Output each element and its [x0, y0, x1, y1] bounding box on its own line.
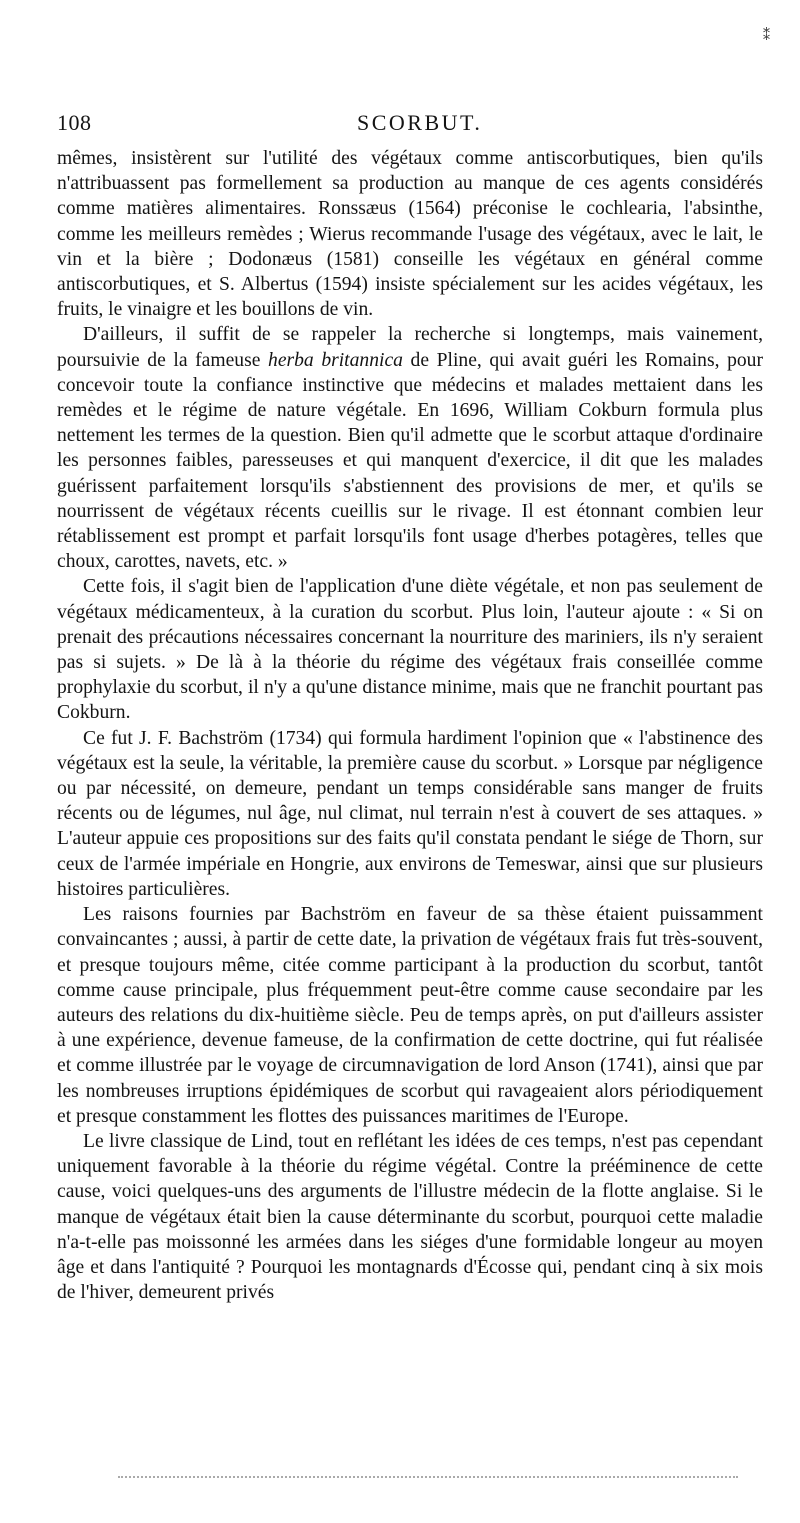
corner-mark: ⁑ — [763, 29, 770, 44]
paragraph-6: Le livre classique de Lind, tout en reflétant les idées de ces temps, n'est pas cependant uniquement favorable à la théorie du régime végétal. Contre la prééminence de cette cause, voici quelques-uns des arguments de l'illustre médecin de la flotte anglaise. Si le manque de végétaux était bien la cause déterminante du scorbut, pourquoi cette maladie n'a-t-elle pas moissonné les armées dans les siéges d'une formidable longeur au moyen âge et dans l'antiquité ? Pourquoi les montagnards d'Écosse qui, pendant cinq à six mois de l'hiver, demeurent privés — [57, 1130, 763, 1304]
page-number: 108 — [57, 110, 92, 135]
running-title: SCORBUT. — [357, 110, 483, 135]
body-text — [57, 146, 763, 1305]
italic-title-herba-britannica: herba britannica — [268, 349, 403, 371]
paragraph-3: Cette fois, il s'agit bien de l'application d'une diète végétale, et non pas seulement de végétaux médicamenteux, à la curation du scorbut. Plus loin, l'auteur ajoute : « Si on prenait des précautions nécessaires concernant la nourriture des mariniers, ils n'y seraient pas si sujets. » De là à la théorie du régime des végétaux frais conseillée comme prophylaxie du scorbut, il n'y a qu'une distance minime, mais que ne franchit pourtant pas Cokburn. — [57, 576, 763, 724]
paragraph-1: mêmes, insistèrent sur l'utilité des végétaux comme antiscorbutiques, bien qu'ils n'attribuassent pas formellement sa production au manque de ces agents considérés comme matières alimentaires. Ronssæus (1564) préconise le cochlearia, l'absinthe, comme les meilleurs remèdes ; Wierus recommande l'usage des végétaux, avec le lait, le vin et la bière ; Dodonæus (1581) conseille les végétaux en général comme antiscorbutiques, et S. Albertus (1594) insiste spécialement sur les acides végétaux, les fruits, le vinaigre et les bouillons de vin. — [57, 148, 763, 321]
paragraph-5: Les raisons fournies par Bachström en faveur de sa thèse étaient puissamment convaincantes ; aussi, à partir de cette date, la privation de végétaux frais fut très-souvent, et presque toujours même, citée comme participant à la production du scorbut, tantôt comme cause principale, plus fréquemment peut-être comme cause secondaire par les auteurs des relations du dix-huitième siècle. Peu de temps après, on put d'ailleurs assister à une expérience, devenue fameuse, de la confirmation de cette doctrine, qui fut réalisée et comme illustrée par le voyage de circumnavigation de lord Anson (1741), ainsi que par les nombreuses irruptions épidémiques de scorbut qui ravageaient alors périodiquement et presque constamment les flottes des puissances maritimes de l'Europe. — [57, 904, 763, 1127]
page-header — [57, 110, 757, 140]
footer-rule — [118, 1476, 738, 1478]
paragraph-4: Ce fut J. F. Bachström (1734) qui formula hardiment l'opinion que « l'abstinence des végétaux est la seule, la véritable, la première cause du scorbut. » Lorsque par négligence ou par nécessité, on demeure, pendant un temps considérable sans manger de fruits récents ou de légumes, nul âge, nul climat, nul terrain n'est à couvert de ses attaques. » L'auteur appuie ces propositions sur des faits qu'il constata pendant le siége de Thorn, sur ceux de l'armée impériale en Hongrie, aux environs de Temeswar, ainsi que sur plusieurs histoires particulières. — [57, 727, 763, 900]
paragraph-2: D'ailleurs, il suffit de se rappeler la recherche si longtemps, mais vainement, poursuivie de la fameuse herba britannica de Pline, qui avait guéri les Romains, pour concevoir toute la confiance instinctive que médecins et malades mettaient dans les remèdes et le régime de nature végétale. En 1696, William Cokburn formula plus nettement les termes de la question. Bien qu'il admette que le scorbut attaque d'ordinaire les personnes faibles, paresseuses et qui manquent d'exercice, il dit que les malades guérissent parfaitement lorsqu'ils s'abstiennent des provisions de mer, et qu'ils se nourrissent de végétaux récents cueillis sur le rivage. Il est étonnant combien leur rétablissement est prompt et parfait lorsqu'ils font usage d'herbes potagères, telles que choux, carottes, navets, etc. » — [57, 324, 764, 573]
